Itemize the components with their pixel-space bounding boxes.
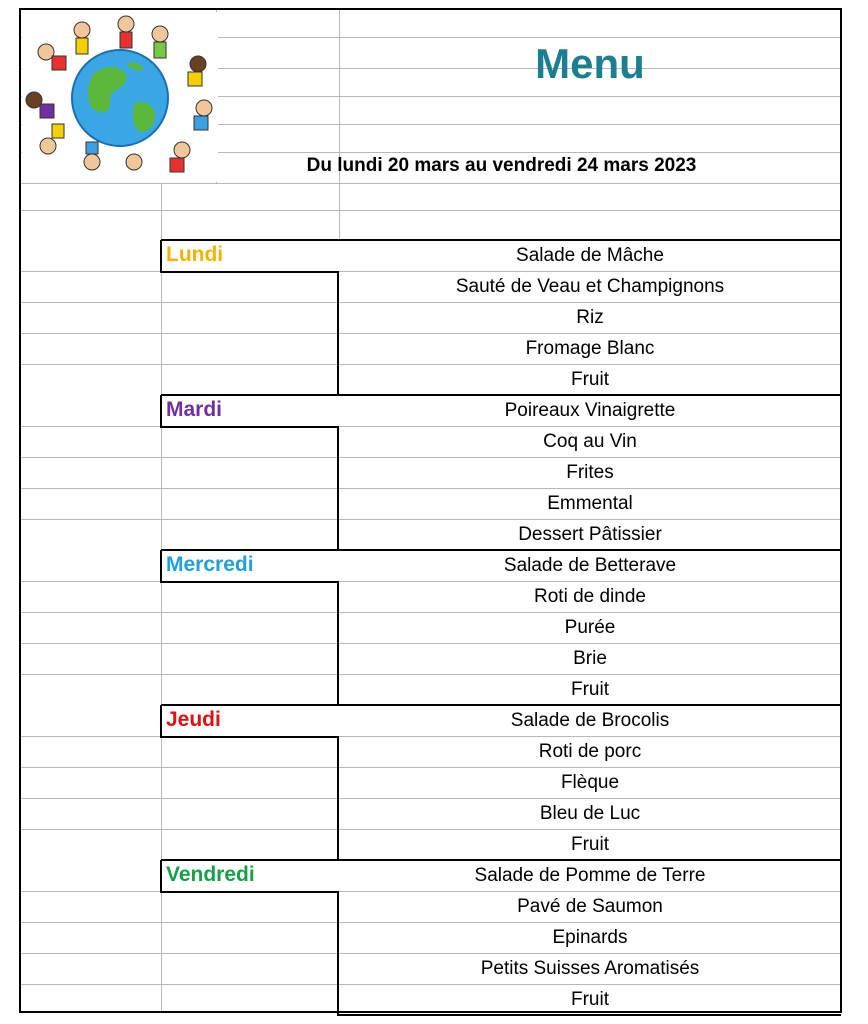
day-label-vendredi: Vendredi [166,863,255,886]
menu-item: Coq au Vin [543,431,637,452]
menu-item: Frites [566,462,614,483]
day-block-bottom-border [337,1014,841,1016]
menu-item: Pavé de Saumon [517,896,663,917]
menu-item: Salade de Mâche [516,245,664,266]
menu-item: Salade de Pomme de Terre [474,865,706,886]
menu-item: Bleu de Luc [539,803,641,824]
menu-item: Salade de Brocolis [510,710,670,731]
menu-item: Fruit [571,989,609,1010]
menu-item: Fruit [571,369,609,390]
date-range: Du lundi 20 mars au vendredi 24 mars 2023 [306,155,697,176]
menu-item: Fromage Blanc [525,338,655,359]
menu-item: Purée [564,617,616,638]
menu-item: Emmental [547,493,633,514]
day-label-jeudi: Jeudi [166,708,221,731]
menu-item: Brie [573,648,607,669]
day-label-mercredi: Mercredi [166,553,254,576]
menu-item: Salade de Betterave [503,555,677,576]
menu-item: Riz [576,307,604,328]
menu-item: Flèque [560,772,620,793]
menu-item: Epinards [552,927,628,948]
menu-item: Petits Suisses Aromatisés [480,958,700,979]
day-label-lundi: Lundi [166,243,224,266]
menu-item: Roti de porc [538,741,642,762]
menu-item: Poireaux Vinaigrette [504,400,676,421]
page-title: Menu [535,40,645,87]
day-label-mardi: Mardi [166,398,223,421]
menu-item: Dessert Pâtissier [518,524,662,545]
menu-item: Fruit [571,834,609,855]
menu-item: Fruit [571,679,609,700]
menu-item: Roti de dinde [534,586,646,607]
menu-item: Sauté de Veau et Champignons [455,276,725,297]
